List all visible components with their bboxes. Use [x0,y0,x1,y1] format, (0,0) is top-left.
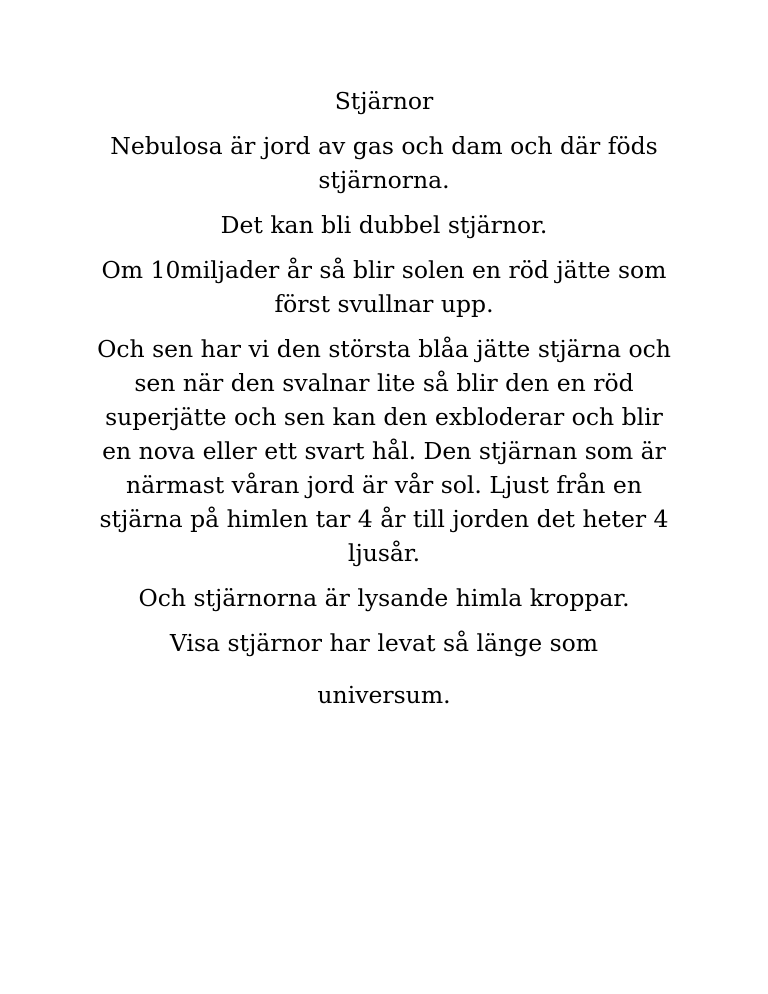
paragraph-universum: universum. [317,681,451,709]
paragraph-bla-jatte: Och sen har vi den största blåa jätte stjärna och sen när den svalnar lite så blir den en röd superjätte och sen kan den exbloderar och blir en nova eller ett svart hål. Den stjärnan som är närmast våran jord är vår sol. Ljust från en stjärna på himlen tar 4 år till jorden det heter 4 ljusår. [97,335,671,567]
paragraph-dubbel-stjarnor: Det kan bli dubbel stjärnor. [220,211,548,239]
paragraph-visa-stjarnor: Visa stjärnor har levat så länge som [169,629,599,657]
paragraph-himla-kroppar: Och stjärnorna är lysande himla kroppar. [138,584,630,612]
document-body [92,84,676,723]
paragraph-rod-jatte: Om 10miljader år så blir solen en röd jätte som först svullnar upp. [101,256,667,318]
paragraph-nebulosa: Nebulosa är jord av gas och dam och där föds stjärnorna. [110,132,658,194]
document-title: Stjärnor [334,87,434,115]
